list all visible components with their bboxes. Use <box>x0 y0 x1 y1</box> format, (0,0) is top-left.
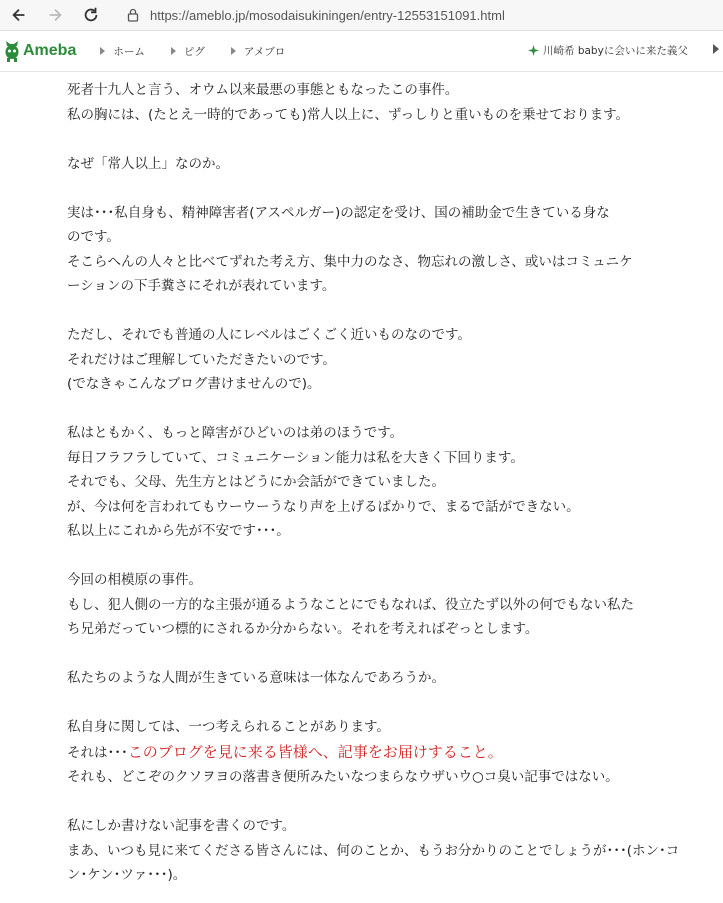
article-line: のです。 <box>67 229 120 245</box>
menu-item-ameblo[interactable] <box>231 44 285 59</box>
highlight-red-text: このブログを見に来る皆様へ、記事をお届けすること。 <box>127 742 503 761</box>
sparkle-icon <box>528 45 539 56</box>
article-line: 私にしか書けない記事を書くのです。 <box>67 818 296 834</box>
article-line: まあ、いつも見に来てくださる皆さんには、何のことか、もうお分かりのことでしょうが･･･(ホン･コ <box>67 842 680 859</box>
forward-button[interactable] <box>44 4 66 26</box>
article-body <box>0 72 723 888</box>
reload-button[interactable] <box>80 4 102 26</box>
paragraph-gap <box>67 127 693 152</box>
article-line: なぜ「常人以上」なのか。 <box>67 155 229 172</box>
browser-toolbar <box>0 0 723 31</box>
paragraph-gap <box>67 397 693 422</box>
article-line: 今回の相模原の事件。 <box>67 572 202 588</box>
promo-link[interactable] <box>528 43 688 58</box>
back-button[interactable] <box>8 4 30 26</box>
article-line: もし、犯人側の一方的な主張が通るようなことにでもなれば、役立たず以外の何でもない私た <box>67 596 634 613</box>
ameba-logo[interactable] <box>4 40 76 62</box>
header-scroll-button[interactable] <box>711 43 721 55</box>
article-line: 私の胸には、(たとえ一時的であっても)常人以上に、ずっしりと重いものを乗せております。 <box>67 106 630 123</box>
article-line: が、今は何を言われてもウーウーうなり声を上げるばかりで、まるで話ができない。 <box>67 498 580 515</box>
back-arrow-icon <box>10 6 28 24</box>
paragraph-gap <box>67 790 693 815</box>
menu-item-pigg[interactable] <box>171 44 205 59</box>
paragraph-gap <box>67 299 693 324</box>
ameba-header <box>0 31 723 72</box>
menu-label: ホーム <box>113 45 145 58</box>
triangle-right-icon <box>100 47 105 55</box>
triangle-right-icon <box>231 47 236 55</box>
menu-label: アメブロ <box>243 45 286 58</box>
article-line: 私以上にこれから先が不安です･･･。 <box>67 523 290 539</box>
article-line: それも、どこぞのクソヲヨの落書き便所みたいなつまらなウザいウ○コ臭い記事ではない。 <box>67 769 619 785</box>
article-line: 毎日フラフラしていて、コミュニケーション能力は私を大きく下回ります。 <box>67 449 524 466</box>
paragraph-gap <box>67 642 693 667</box>
article-line: そこらへんの人々と比べてずれた考え方、集中力のなさ、物忘れの激しさ、或いはコミュニケ <box>67 253 633 270</box>
reload-icon <box>82 6 100 24</box>
ameba-menu <box>100 44 311 59</box>
menu-label: ピグ <box>183 45 205 58</box>
article-line: 私はともかく、もっと障害がひどいのは弟のほうです。 <box>67 425 404 441</box>
article-line: それでも、父母、先生方とはどうにか会話ができていました。 <box>67 474 445 490</box>
ameba-mascot-icon <box>4 40 20 62</box>
highlight-prefix: それは･･･ <box>67 744 128 761</box>
url-text: https://ameblo.jp/mosodaisukiningen/entry-12553151091.html <box>150 7 505 23</box>
article-line: ーションの下手糞さにそれが表れています。 <box>67 278 336 294</box>
promo-text: 川崎希 babyに会いに来た義父 <box>543 45 688 57</box>
article-line: 実は･･･私自身も、精神障害者(アスペルガー)の認定を受け、国の補助金で生きている身な <box>67 204 610 221</box>
article-line: ただし、それでも普通の人にレベルはごくごく近いものなのです。 <box>67 327 471 343</box>
forward-arrow-icon <box>46 6 64 24</box>
paragraph-gap <box>67 544 693 569</box>
article-line: 私たちのような人間が生きている意味は一体なんであろうか。 <box>67 670 445 686</box>
paragraph-gap <box>67 691 693 716</box>
paragraph-gap <box>67 176 693 201</box>
article-line: 私自身に関しては、一つ考えられることがあります。 <box>67 719 390 735</box>
lock-icon <box>126 8 140 22</box>
ameba-logo-text: Ameba <box>23 42 77 59</box>
address-bar[interactable] <box>126 8 505 23</box>
article-line-highlight <box>67 740 693 766</box>
menu-item-home[interactable] <box>100 44 145 59</box>
chevron-right-icon <box>712 44 720 54</box>
triangle-right-icon <box>171 47 176 55</box>
article-line: ち兄弟だっていつ標的にされるか分からない。それを考えればぞっとします。 <box>67 621 539 637</box>
article-line: 死者十九人と言う、オウム以来最悪の事態ともなったこの事件。 <box>67 82 459 98</box>
article-line: それだけはご理解していただきたいのです。 <box>67 351 336 368</box>
article-line: ン･ケン･ツァ･･･)。 <box>67 867 187 883</box>
article-line: (でなきゃこんなブログ書けませんので)。 <box>67 376 321 392</box>
